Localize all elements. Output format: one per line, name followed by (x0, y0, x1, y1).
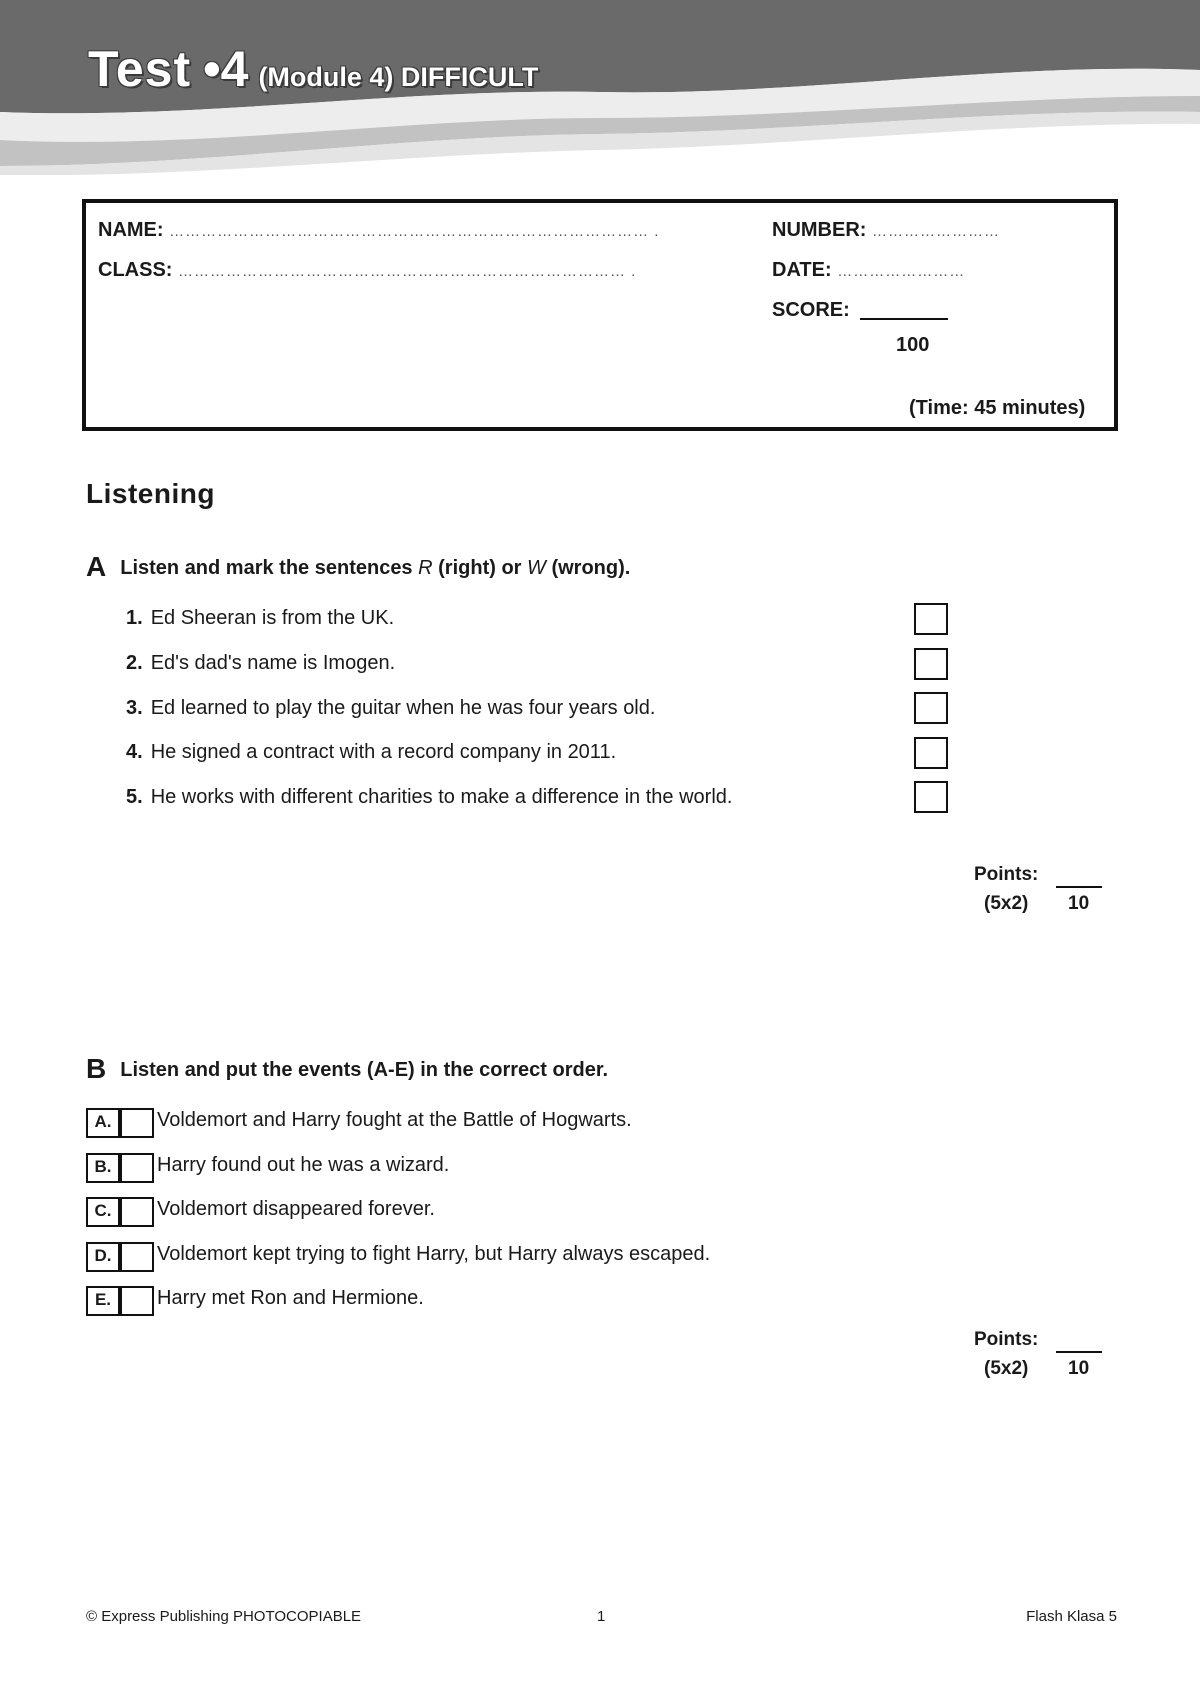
answer-box-5[interactable] (914, 781, 948, 813)
task-b-heading (86, 1053, 608, 1085)
class-field[interactable]: CLASS: ………………………………………………………………………… . (98, 259, 637, 281)
task-b-letter: B (86, 1053, 107, 1084)
test-title (88, 40, 538, 98)
footer-page-number: 1 (597, 1608, 606, 1625)
answer-box-2[interactable] (914, 648, 948, 680)
task-a-letter: A (86, 551, 107, 582)
score-total: 100 (896, 334, 930, 356)
task-a-heading (86, 551, 630, 583)
answer-box-4[interactable] (914, 737, 948, 769)
score-field[interactable]: SCORE: (772, 299, 948, 322)
score-blank (860, 318, 948, 320)
title-number: •4 (203, 41, 249, 97)
list-item: 3. Ed learned to play the guitar when he was four years old. (126, 697, 656, 719)
footer-copyright: © Express Publishing PHOTOCOPIABLE (86, 1608, 362, 1625)
list-item: 4. He signed a contract with a record company in 2011. (126, 741, 617, 763)
order-box-a[interactable] (120, 1108, 154, 1138)
header-banner (0, 0, 1200, 175)
section-title: Listening (86, 478, 215, 509)
list-item: 1. Ed Sheeran is from the UK. (126, 607, 395, 629)
student-info-box (82, 199, 1118, 431)
points-blank[interactable] (1056, 886, 1102, 888)
title-word: Test (88, 41, 192, 97)
list-item: 5. He works with different charities to make a difference in the world. (126, 786, 733, 808)
order-box-b[interactable] (120, 1153, 154, 1183)
date-field[interactable]: DATE: …………………… (772, 259, 966, 281)
list-item: 2. Ed's dad's name is Imogen. (126, 652, 396, 674)
points-blank[interactable] (1056, 1351, 1102, 1353)
time-limit: (Time: 45 minutes) (909, 397, 1086, 419)
order-box-c[interactable] (120, 1197, 154, 1227)
number-field[interactable]: NUMBER: …………………… (772, 219, 1000, 241)
task-a-instruction: Listen and mark the sentences R (right) or W (wrong). (120, 557, 631, 579)
name-field[interactable]: NAME: ……………………………………………………………………………… . (98, 219, 660, 241)
order-box-e[interactable] (120, 1286, 154, 1316)
answer-box-1[interactable] (914, 603, 948, 635)
answer-box-3[interactable] (914, 692, 948, 724)
title-subtitle: (Module 4) DIFFICULT (258, 62, 539, 92)
task-b-instruction: Listen and put the events (A-E) in the correct order. (120, 1059, 609, 1081)
footer-series: Flash Klasa 5 (1026, 1608, 1117, 1625)
order-box-d[interactable] (120, 1242, 154, 1272)
